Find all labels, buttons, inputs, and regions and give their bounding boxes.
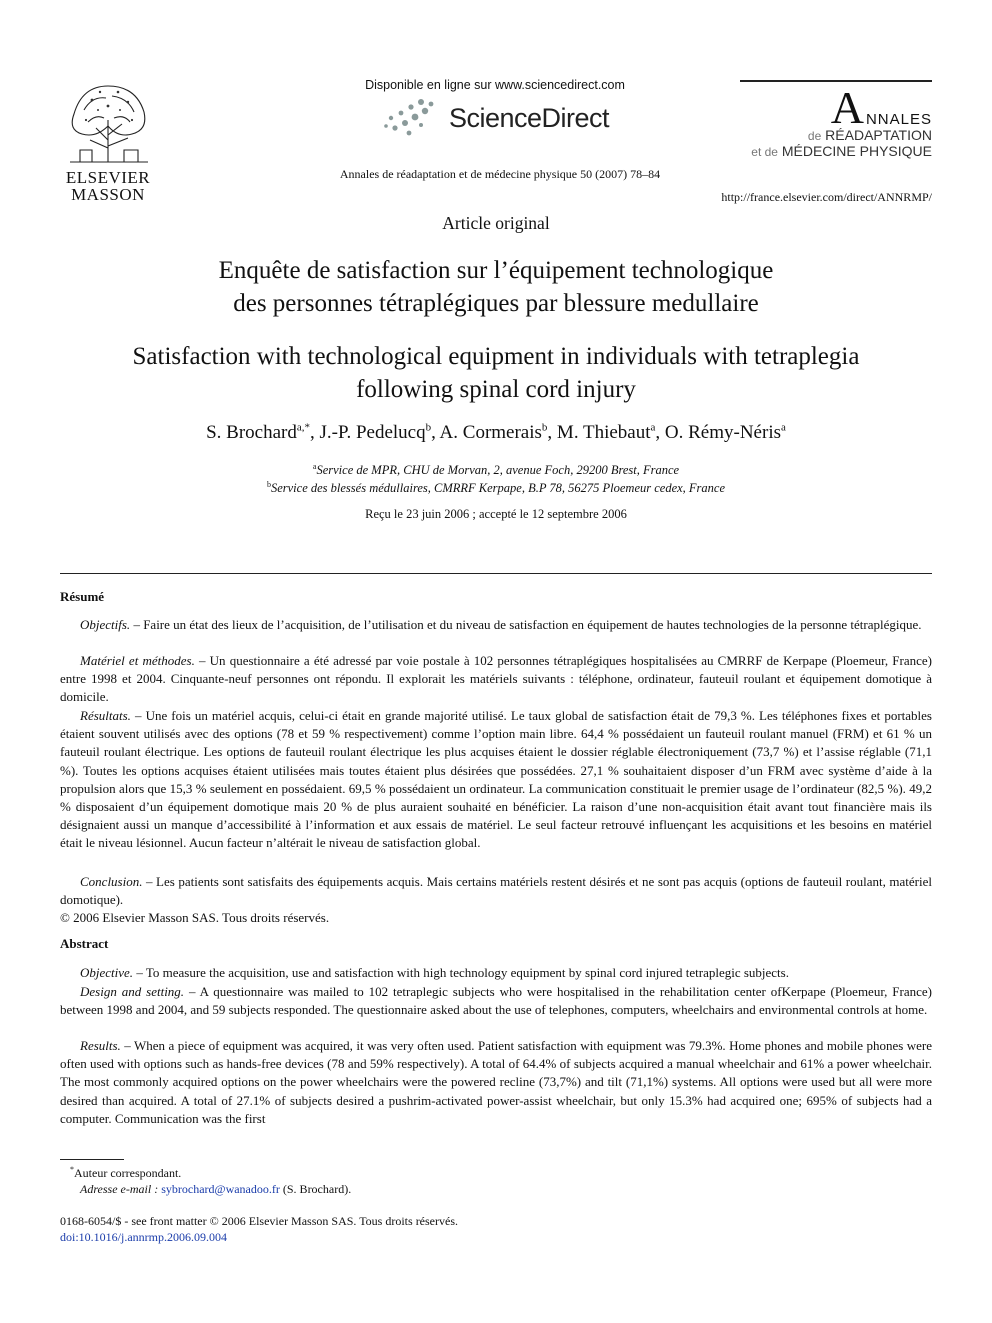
abstract-design: Design and setting. – A questionnaire was mailed to 102 tetraplegic subjects who were hospitalised in the rehabilitation center ofKerpape (Ploemeur, France) between 1998 and 2004, and 59 subjects responded. The questionnaire asked about the use of telephones, computers, wheelchairs and environmental controls at home. [60, 984, 932, 1018]
resume-methodes: Matériel et méthodes. – Un questionnaire a été adressé par voie postale à 102 personnes tétraplégiques hospitalisées au CMRRF de Kerpape (Ploemeur, France) entre 1998 et 2004. Cinquante-neuf personnes ont répondu. Il explorait les matériels suivants : téléphone, ordinateur, fauteuil roulant et équipement domotique à domicile. [60, 653, 932, 705]
footnote-divider [60, 1159, 124, 1160]
available-online-text[interactable]: Disponible en ligne sur www.sciencedirect.com [365, 78, 625, 92]
section-divider [60, 573, 932, 574]
resume-objectifs: Objectifs. – Faire un état des lieux de l’acquisition, de l’utilisation et du niveau de satisfaction en équipement de hautes technologies de la personne tétraplégique. [80, 617, 922, 632]
affiliation-a: $^a$Service de MPR, CHU de Morvan, 2, avenue Foch, 29200 Brest, France [312, 462, 680, 478]
abstract-heading: Abstract [60, 936, 109, 951]
annales-word-rest: NNALES [865, 111, 932, 128]
title-french: Enquête de satisfaction sur l’équipement technologique des personnes tétraplégiques par blessure medullaire [218, 257, 774, 317]
publisher-name-line2: MASSON [71, 185, 145, 204]
annales-big-letter: A [830, 82, 864, 133]
annales-line2: de RÉADAPTATION [807, 127, 932, 143]
footnote-email: Adresse e-mail : sybrochard@wanadoo.fr (S. Brochard). [80, 1182, 352, 1196]
author: S. Brochard$^{a,*}$, [206, 421, 320, 443]
title-english: Satisfaction with technological equipment in individuals with tetraplegia following spinal cord injury [132, 343, 860, 403]
resume-conclusion: Conclusion. – Les patients sont satisfaits des équipements acquis. Mais certains matériels restent désirés et ne sont pas acquis (options de fauteuil roulant, matériel domotique). [60, 874, 932, 908]
author: J.-P. Pedelucq$^b$, [319, 421, 440, 443]
journal-citation: Annales de réadaptation et de médecine physique 50 (2007) 78–84 [339, 167, 661, 181]
received-accepted-dates: Reçu le 23 juin 2006 ; accepté le 12 septembre 2006 [365, 507, 627, 521]
sciencedirect-block [330, 78, 660, 138]
journal-url-link[interactable]: http://france.elsevier.com/direct/ANNRMP/ [721, 190, 932, 204]
footnote-corresponding-author: *Auteur correspondant. [70, 1165, 182, 1180]
article-type: Article original [442, 213, 550, 233]
sciencedirect-dots-icon [381, 98, 443, 138]
resume-heading: Résumé [60, 589, 105, 604]
doi-link[interactable]: doi:10.1016/j.annrmp.2006.09.004 [60, 1230, 227, 1244]
abstract-results: Results. – When a piece of equipment was acquired, it was very often used. Patient satisfaction with equipment was 79.3%. Home phones and mobile phones were often used with options such as hands-free devices (78 and 59% respectively). A total of 64.4% of subjects acquired a manual wheelchair and 61% a power wheelchair. The most commonly acquired options on the power wheelchairs were the powered recline (73,7%) and tilt (71,1%) systems. All options were used but all were more desired than acquired. A total of 27.1% of subjects desired a pushrim-activated power-assist wheelchair, but only 15.3% had acquired one; 695% of subjects had a computer. Communication was the first [60, 1038, 932, 1126]
author: O. Rémy-Néris$^a$ [664, 421, 786, 443]
resume-copyright: © 2006 Elsevier Masson SAS. Tous droits réservés. [60, 910, 330, 925]
sciencedirect-logo[interactable] [330, 98, 660, 138]
elsevier-tree-icon [62, 80, 154, 164]
annales-line3: et de MÉDECINE PHYSIQUE [751, 143, 932, 159]
author-list [60, 422, 932, 444]
elsevier-masson-logo [60, 80, 156, 203]
author: M. Thiebaut$^a$, [556, 421, 665, 443]
author: A. Cormerais$^b$, [439, 421, 557, 443]
abstract-objective: Objective. – To measure the acquisition, use and satisfaction with high technology equipment by spinal cord injured tetraplegic subjects. [80, 965, 789, 980]
email-link[interactable]: sybrochard@wanadoo.fr [161, 1182, 280, 1196]
resume-resultats: Résultats. – Une fois un matériel acquis, celui-ci était en grande majorité utilisé. Le taux global de satisfaction était de 79,3 %. Les téléphones fixes et portables étaient souvent utilisés avec des options (78 et 59 % respectivement) comme l’option main libre. 64,4 % possédaient un fauteuil roulant manuel (FRM) et 61 % un fauteuil roulant électrique. Les options de fauteuil roulant électrique les plus acquises étaient le dossier réglable électroniquement (73,7 %) et l’assise réglable (71,1 %). Toutes les options acquises étaient utilisées mais toutes étaient plus désirées que possédées. 27,1 % souhaitaient disposer d’un FRM avec système d’aide à la propulsion alors que 15,3 % seulement en possédaient. 69,5 % possédaient un ordinateur. La communication constituait le premier usage de l’ordinateur (82,5 %). 49,2 % disposaient d’un équipement domotique mais 20 % de plus auraient souhaité en bénéficier. La raison d’une non-acquisition était avant tout financière mais ils désignaient aussi un manque d’accessibilité à l’information et aux essais de matériel. Le seul facteur retrouvé influençant les acquisitions et les besoins en matériel était le niveau lésionnel. Aucun facteur n’altérait le niveau de satisfaction global. [60, 708, 932, 851]
front-matter-line: 0168-6054/$ - see front matter © 2006 Elsevier Masson SAS. Tous droits réservés. [60, 1214, 458, 1228]
publisher-name-line1: ELSEVIER [65, 168, 151, 187]
annales-journal-logo [740, 80, 932, 160]
affiliation-b: $^b$Service des blessés médullaires, CMRRF Kerpape, B.P 78, 56275 Ploemeur cedex, France [266, 480, 726, 496]
sciencedirect-wordmark: ScienceDirect [448, 102, 610, 133]
